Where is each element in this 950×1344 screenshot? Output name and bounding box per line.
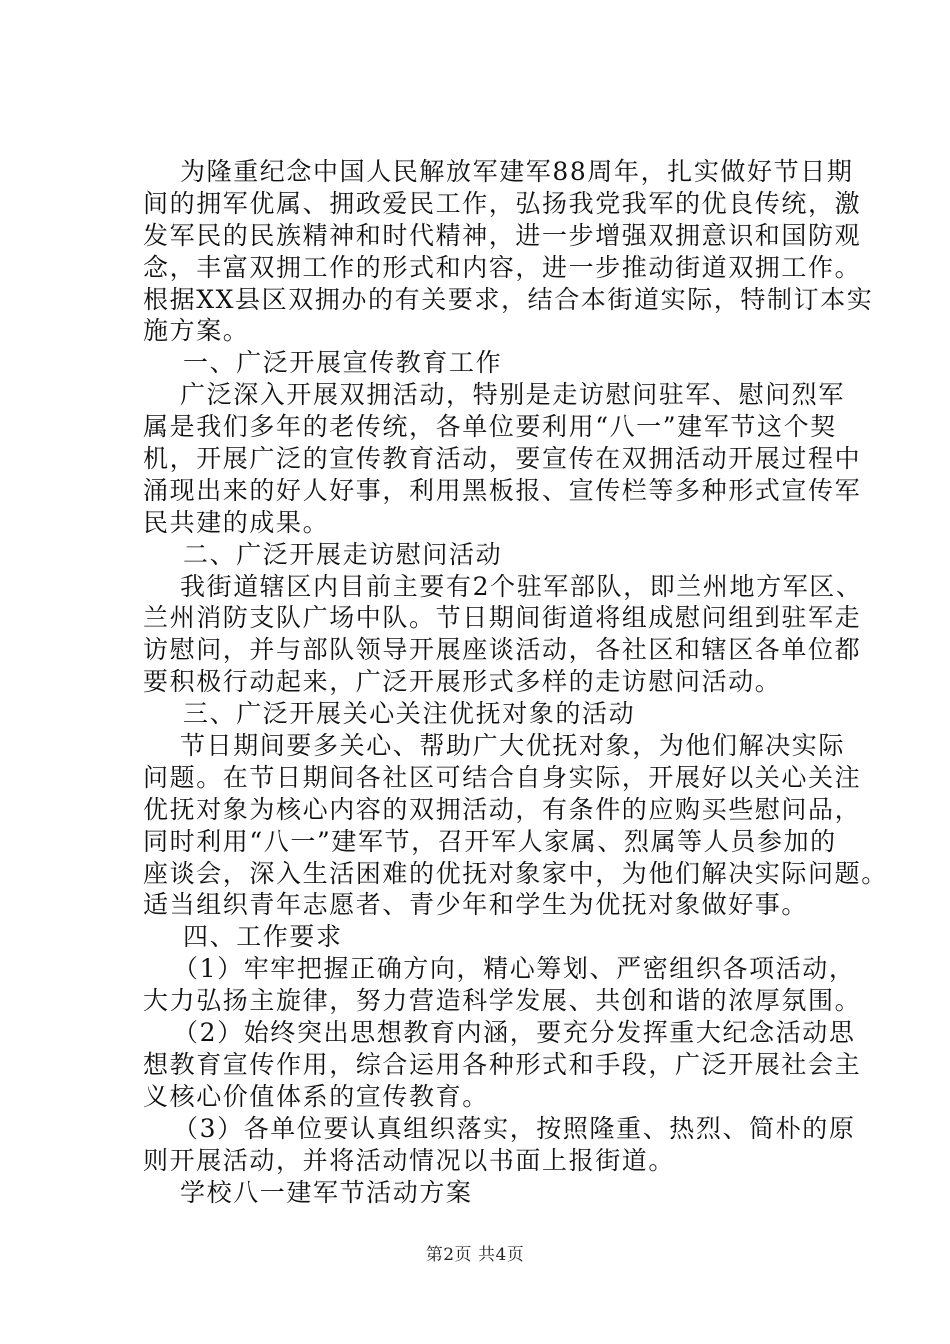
paragraph-line: 座谈会，深入生活困难的优抚对象家中，为他们解决实际问题。	[143, 858, 888, 888]
paragraph-line: 想教育宣传作用，综合运用各种形式和手段，广泛开展社会主	[143, 1049, 862, 1079]
paragraph-line: 广泛深入开展双拥活动，特别是走访慰问驻军、慰问烈军	[180, 380, 846, 410]
paragraph-line: 则开展活动，并将活动情况以书面上报街道。	[143, 1145, 676, 1175]
paragraph-line: 我街道辖区内目前主要有2个驻军部队，即兰州地方军区、	[180, 571, 863, 601]
paragraph-line: （3）各单位要认真组织落实，按照隆重、热烈、简朴的原	[173, 1113, 856, 1143]
paragraph-line: 同时利用“八一”建军节，召开军人家属、烈属等人员参加的	[143, 826, 837, 856]
page-number: 第2页 共4页	[425, 1245, 525, 1265]
section-heading: 二、广泛开展走访慰问活动	[183, 539, 503, 569]
paragraph-line: 节日期间要多关心、帮助广大优抚对象，为他们解决实际	[180, 731, 846, 761]
paragraph-line: 属是我们多年的老传统，各单位要利用“八一”建军节这个契	[143, 412, 837, 442]
paragraph-line: 民共建的成果。	[143, 507, 330, 537]
paragraph-line: （2）始终突出思想教育内涵，要充分发挥重大纪念活动思	[173, 1018, 856, 1048]
paragraph-line: 间的拥军优属、拥政爱民工作，弘扬我党我军的优良传统，激	[143, 188, 862, 218]
paragraph-line: 问题。在节日期间各社区可结合自身实际，开展好以关心关注	[143, 762, 862, 792]
paragraph-line: 适当组织青年志愿者、青少年和学生为优抚对象做好事。	[143, 890, 809, 920]
paragraph-line: 机，开展广泛的宣传教育活动，要宣传在双拥活动开展过程中	[143, 444, 862, 474]
document-body	[143, 156, 888, 1208]
paragraph-line: 优抚对象为核心内容的双拥活动，有条件的应购买些慰问品，	[143, 794, 862, 824]
paragraph-line: 要积极行动起来，广泛开展形式多样的走访慰问活动。	[143, 667, 782, 697]
paragraph-line: 义核心价值体系的宣传教育。	[143, 1081, 489, 1111]
paragraph-line: 大力弘扬主旋律，努力营造科学发展、共创和谐的浓厚氛围。	[143, 986, 862, 1016]
paragraph-line: （1）牢牢把握正确方向，精心筹划、严密组织各项活动，	[173, 954, 856, 984]
paragraph-line: 根据XX县区双拥办的有关要求，结合本街道实际，特制订本实	[143, 284, 874, 314]
document-subtitle: 学校八一建军节活动方案	[180, 1177, 473, 1207]
paragraph-line: 发军民的民族精神和时代精神，进一步增强双拥意识和国防观	[143, 220, 862, 250]
section-heading: 一、广泛开展宣传教育工作	[183, 348, 503, 378]
section-heading: 三、广泛开展关心关注优抚对象的活动	[183, 699, 636, 729]
paragraph-line: 施方案。	[143, 316, 250, 346]
paragraph-line: 访慰问，并与部队领导开展座谈活动，各社区和辖区各单位都	[143, 635, 862, 665]
section-heading: 四、工作要求	[183, 922, 343, 952]
paragraph-line: 涌现出来的好人好事，利用黑板报、宣传栏等多种形式宣传军	[143, 475, 862, 505]
paragraph-line: 念，丰富双拥工作的形式和内容，进一步推动街道双拥工作。	[143, 252, 862, 282]
paragraph-line: 为隆重纪念中国人民解放军建军88周年，扎实做好节日期	[180, 157, 854, 186]
paragraph-line: 兰州消防支队广场中队。节日期间街道将组成慰问组到驻军走	[143, 603, 862, 633]
